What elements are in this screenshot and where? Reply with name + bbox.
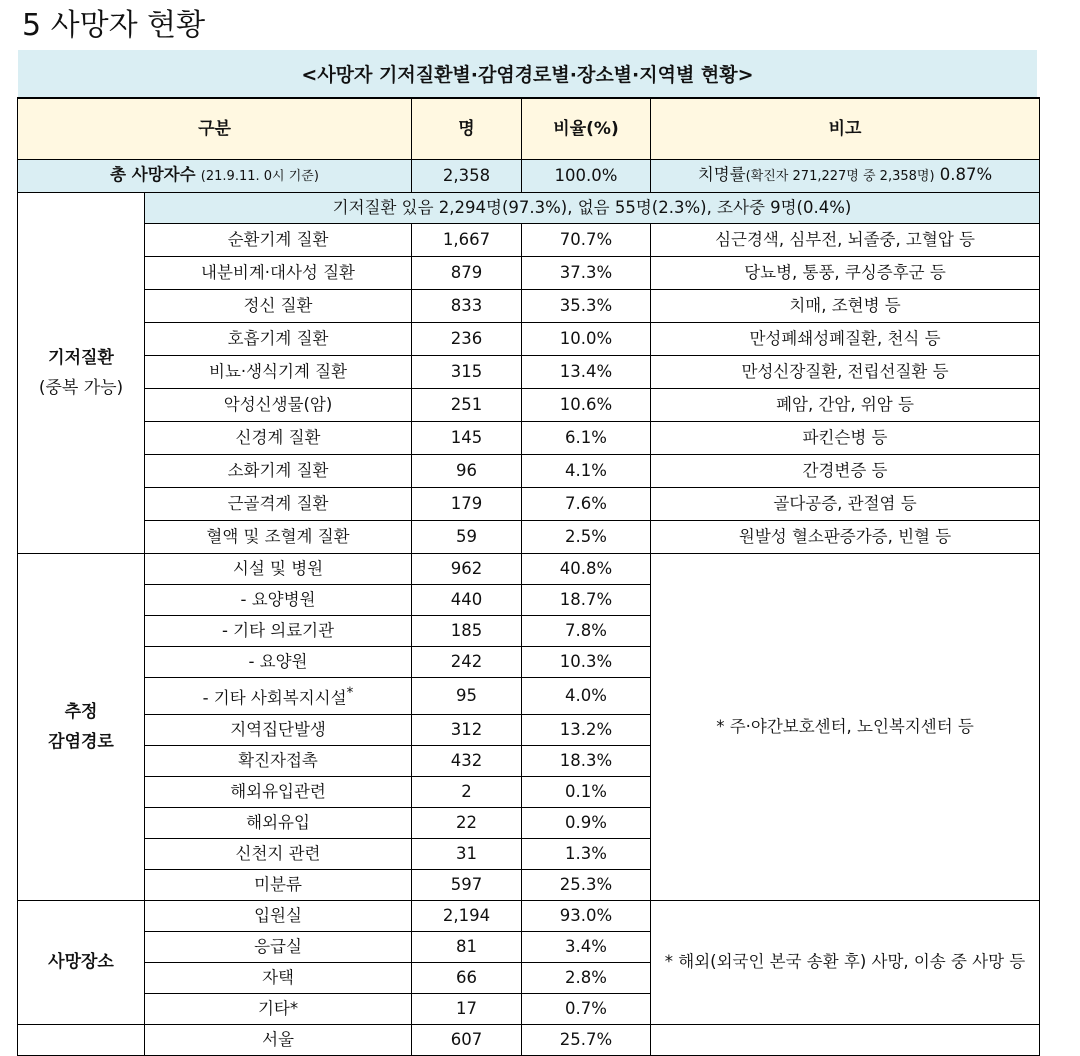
route-count: 185 <box>412 616 522 647</box>
disease-count: 1,667 <box>412 224 522 257</box>
total-label: 총 사망자수 <box>110 165 196 184</box>
disease-ratio: 4.1% <box>522 455 651 488</box>
route-name: 미분류 <box>145 869 412 900</box>
deaths-table <box>17 97 1040 1056</box>
table-row <box>18 422 1040 455</box>
disease-ratio: 10.6% <box>522 389 651 422</box>
route-ratio: 0.1% <box>522 776 651 807</box>
fatality-rate-label: 치명률 <box>697 165 746 184</box>
disease-name: 신경계 질환 <box>145 422 412 455</box>
route-count: 31 <box>412 838 522 869</box>
table-row <box>18 900 1040 931</box>
place-name: 입원실 <box>145 900 412 931</box>
route-name: 해외유입 <box>145 807 412 838</box>
disease-count: 179 <box>412 488 522 521</box>
table-row <box>18 257 1040 290</box>
disease-name: 내분비계·대사성 질환 <box>145 257 412 290</box>
disease-name: 순환기계 질환 <box>145 224 412 257</box>
disease-note: 만성신장질환, 전립선질환 등 <box>651 356 1040 389</box>
route-ratio: 40.8% <box>522 554 651 585</box>
route-name: 지역집단발생 <box>145 714 412 745</box>
route-ratio: 4.0% <box>522 678 651 715</box>
disease-name: 호흡기계 질환 <box>145 323 412 356</box>
route-count: 440 <box>412 585 522 616</box>
route-name: 확진자접촉 <box>145 745 412 776</box>
table-row <box>18 554 1040 585</box>
disease-ratio: 35.3% <box>522 290 651 323</box>
place-name: 자택 <box>145 962 412 993</box>
route-name: 신천지 관련 <box>145 838 412 869</box>
disease-count: 833 <box>412 290 522 323</box>
table-row <box>18 521 1040 554</box>
header-note: 비고 <box>651 98 1040 160</box>
header-category: 구분 <box>18 98 412 160</box>
route-count: 2 <box>412 776 522 807</box>
disease-note: 당뇨병, 통풍, 쿠싱증후군 등 <box>651 257 1040 290</box>
section-heading: 5 사망자 현황 <box>22 8 206 43</box>
route-count: 22 <box>412 807 522 838</box>
place-count: 2,194 <box>412 900 522 931</box>
disease-count: 96 <box>412 455 522 488</box>
table-row <box>18 224 1040 257</box>
disease-name: 비뇨·생식기계 질환 <box>145 356 412 389</box>
disease-note: 치매, 조현병 등 <box>651 290 1040 323</box>
disease-ratio: 13.4% <box>522 356 651 389</box>
route-ratio: 25.3% <box>522 869 651 900</box>
disease-note: 심근경색, 심부전, 뇌졸중, 고혈압 등 <box>651 224 1040 257</box>
disease-ratio: 70.7% <box>522 224 651 257</box>
table-header-row <box>18 98 1040 160</box>
route-count: 962 <box>412 554 522 585</box>
place-ratio: 0.7% <box>522 993 651 1024</box>
disease-ratio: 7.6% <box>522 488 651 521</box>
table-row <box>18 389 1040 422</box>
disease-ratio: 10.0% <box>522 323 651 356</box>
comorbidity-summary: 기저질환 있음 2,294명(97.3%), 없음 55명(2.3%), 조사중 9명(0.4%) <box>145 193 1040 224</box>
route-name: - 요양원 <box>145 647 412 678</box>
table-row <box>18 356 1040 389</box>
comorbidity-summary-row <box>18 193 1040 224</box>
disease-count: 145 <box>412 422 522 455</box>
disease-count: 59 <box>412 521 522 554</box>
total-label-date: (21.9.11. 0시 기준) <box>200 169 319 184</box>
total-label-cell <box>18 160 412 193</box>
route-ratio: 18.7% <box>522 585 651 616</box>
disease-name: 정신 질환 <box>145 290 412 323</box>
comorbidity-group-label: 기저질환 <box>48 348 114 368</box>
infection-note: * 주·야간보호센터, 노인복지센터 등 <box>651 554 1040 901</box>
route-ratio: 10.3% <box>522 647 651 678</box>
route-ratio: 13.2% <box>522 714 651 745</box>
disease-note: 원발성 혈소판증가증, 빈혈 등 <box>651 521 1040 554</box>
table-row <box>18 1024 1040 1055</box>
table-row <box>18 488 1040 521</box>
route-count: 312 <box>412 714 522 745</box>
disease-count: 879 <box>412 257 522 290</box>
place-name: 기타* <box>145 993 412 1024</box>
fatality-rate-value: 0.87% <box>939 165 993 184</box>
table-row <box>18 323 1040 356</box>
route-count: 597 <box>412 869 522 900</box>
route-name: - 기타 사회복지시설 <box>202 688 347 708</box>
disease-note: 골다공증, 관절염 등 <box>651 488 1040 521</box>
place-ratio: 2.8% <box>522 962 651 993</box>
infection-group-label-1: 추정 <box>64 701 98 722</box>
route-name: - 요양병원 <box>145 585 412 616</box>
table-row <box>18 290 1040 323</box>
infection-group-cell <box>18 554 145 901</box>
route-count: 95 <box>412 678 522 715</box>
table-title: <사망자 기저질환별·감염경로별·장소별·지역별 현황> <box>18 50 1037 97</box>
route-ratio: 0.9% <box>522 807 651 838</box>
disease-ratio: 6.1% <box>522 422 651 455</box>
disease-ratio: 2.5% <box>522 521 651 554</box>
disease-count: 251 <box>412 389 522 422</box>
route-count: 242 <box>412 647 522 678</box>
place-note: * 해외(외국인 본국 송환 후) 사망, 이송 중 사망 등 <box>651 900 1040 1024</box>
place-count: 81 <box>412 931 522 962</box>
comorbidity-group-cell <box>18 193 145 554</box>
fatality-rate-cell <box>651 160 1040 193</box>
disease-note: 파킨슨병 등 <box>651 422 1040 455</box>
total-row <box>18 160 1040 193</box>
route-name: 해외유입관련 <box>145 776 412 807</box>
region-group-cell <box>18 1024 145 1055</box>
fatality-rate-detail: (확진자 271,227명 중 2,358명) <box>745 169 935 184</box>
route-ratio: 1.3% <box>522 838 651 869</box>
route-ratio: 18.3% <box>522 745 651 776</box>
route-count: 432 <box>412 745 522 776</box>
footnote-mark: * <box>346 685 354 701</box>
route-name: 시설 및 병원 <box>145 554 412 585</box>
place-count: 66 <box>412 962 522 993</box>
disease-name: 악성신생물(암) <box>145 389 412 422</box>
table-row <box>18 455 1040 488</box>
route-name: - 기타 의료기관 <box>145 616 412 647</box>
header-ratio: 비율(%) <box>522 98 651 160</box>
disease-name: 소화기계 질환 <box>145 455 412 488</box>
header-count: 명 <box>412 98 522 160</box>
place-ratio: 3.4% <box>522 931 651 962</box>
route-ratio: 7.8% <box>522 616 651 647</box>
total-count: 2,358 <box>412 160 522 193</box>
comorbidity-group-sub: (중복 가능) <box>38 378 124 398</box>
total-ratio: 100.0% <box>522 160 651 193</box>
route-name-cell <box>145 678 412 715</box>
place-group-label: 사망장소 <box>18 900 145 1024</box>
region-count: 607 <box>412 1024 522 1055</box>
infection-group-label-2: 감염경로 <box>48 731 114 752</box>
disease-note: 만성폐쇄성폐질환, 천식 등 <box>651 323 1040 356</box>
disease-count: 315 <box>412 356 522 389</box>
place-name: 응급실 <box>145 931 412 962</box>
place-count: 17 <box>412 993 522 1024</box>
disease-name: 혈액 및 조혈계 질환 <box>145 521 412 554</box>
disease-note: 폐암, 간암, 위암 등 <box>651 389 1040 422</box>
disease-name: 근골격계 질환 <box>145 488 412 521</box>
disease-count: 236 <box>412 323 522 356</box>
place-ratio: 93.0% <box>522 900 651 931</box>
region-ratio: 25.7% <box>522 1024 651 1055</box>
disease-ratio: 37.3% <box>522 257 651 290</box>
region-name: 서울 <box>145 1024 412 1055</box>
disease-note: 간경변증 등 <box>651 455 1040 488</box>
region-note <box>651 1024 1040 1055</box>
